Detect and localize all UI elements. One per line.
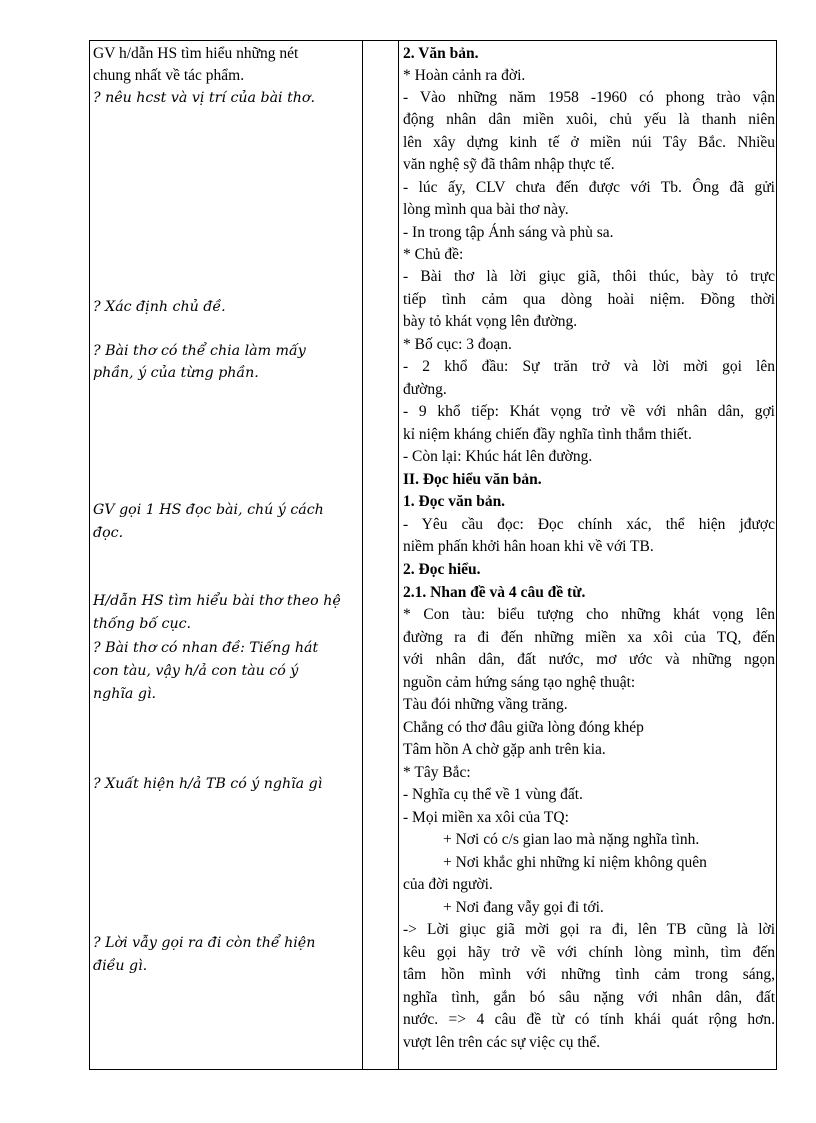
content-line: văn nghệ sỹ đã thâm nhập thực tế. (403, 156, 615, 173)
content-line: + Nơi khắc ghi những kỉ niệm không quên (443, 854, 707, 871)
content-line: + Nơi có c/s gian lao mà nặng nghĩa tình. (443, 831, 700, 848)
left-line: ? Lời vẫy gọi ra đi còn thể hiện (93, 935, 316, 951)
content-line: * Con tàu: biểu tượng cho những khát vọng lên (403, 606, 775, 623)
content-line: lòng mình qua bài thơ này. (403, 201, 569, 218)
left-line: điều gì. (93, 958, 148, 974)
content-line: kỉ niệm kháng chiến đầy nghĩa tình thắm thiết. (403, 426, 692, 443)
left-line: GV h/dẫn HS tìm hiểu những nét (93, 45, 299, 62)
left-line: đọc. (93, 525, 124, 541)
content-line: -> Lời giục giã mời gọi ra đi, lên TB cũng là lời (403, 921, 775, 938)
content-line: + Nơi đang vẫy gọi đi tới. (443, 899, 604, 916)
section-heading: 2. Đọc hiểu. (403, 561, 481, 578)
content-line: với nhân dân, đất nước, mơ ước và những ngọn (403, 651, 775, 668)
section-heading: II. Đọc hiểu văn bản. (403, 471, 542, 488)
content-line: * Bố cục: 3 đoạn. (403, 336, 512, 353)
left-line: phần, ý của từng phần. (93, 365, 259, 381)
content-line: tâm hồn mình với những tình cảm trong sáng, (403, 966, 775, 983)
content-line: niềm phấn khởi hân hoan khi về với TB. (403, 538, 654, 555)
left-line: thống bố cục. (93, 616, 192, 632)
content-line: tiếp tình cảm qua dòng hoài niệm. Đồng thời (403, 291, 775, 308)
content-line: vượt lên trên các sự việc cụ thể. (403, 1034, 601, 1051)
left-line: ? Bài thơ có nhan đề: Tiếng hát (93, 640, 319, 656)
poem-line: Tàu đói những vầng trăng. (403, 696, 568, 713)
section-heading: 2.1. Nhan đề và 4 câu đề từ. (403, 584, 586, 601)
content-line: - Còn lại: Khúc hát lên đường. (403, 448, 593, 465)
content-line: * Tây Bắc: (403, 764, 471, 781)
content-line: nước. => 4 câu đề từ có tính khái quát rộng hơn. (403, 1011, 775, 1028)
poem-line: Chẳng có thơ đâu giữa lòng đóng khép (403, 719, 644, 736)
content-line: - Vào những năm 1958 -1960 có phong trào vận (403, 89, 775, 106)
content-line: của đời người. (403, 876, 493, 893)
content-line: * Chủ đề: (403, 246, 464, 263)
content-line: đường. (403, 381, 447, 398)
content-line: động nhân dân miền xuôi, chủ yếu là thanh niên (403, 111, 775, 128)
left-line: ? Bài thơ có thể chia làm mấy (93, 343, 306, 359)
lesson-table (89, 40, 777, 1070)
left-line: GV gọi 1 HS đọc bài, chú ý cách (93, 502, 324, 518)
column-divider-1 (362, 41, 363, 1069)
content-line: - Yêu cầu đọc: Đọc chính xác, thể hiện jđược (403, 516, 775, 533)
content-line: - lúc ấy, CLV chưa đến được với Tb. Ông đã gửi (403, 179, 775, 196)
content-line: đường ra đi đến những miền xa xôi của TQ, đến (403, 629, 775, 646)
content-line: lên xây dựng kinh tế ở miền núi Tây Bắc. Nhiều (403, 134, 775, 151)
content-line: - 9 khổ tiếp: Khát vọng trở về với nhân dân, gợi (403, 403, 775, 420)
content-line: - Mọi miền xa xôi của TQ: (403, 809, 569, 826)
left-line: con tàu, vậy h/ả con tàu có ý (93, 663, 299, 679)
content-line: kêu gọi hãy trở về với chính lòng mình, tìm đến (403, 944, 775, 961)
left-line: ? Xác định chủ đề. (93, 299, 226, 315)
left-line: nghĩa gì. (93, 686, 156, 702)
left-line: H/dẫn HS tìm hiểu bài thơ theo hệ (93, 593, 341, 609)
content-line: - Nghĩa cụ thể về 1 vùng đất. (403, 786, 583, 803)
left-line: ? Xuất hiện h/ả TB có ý nghĩa gì (93, 776, 323, 792)
content-line: bày tỏ khát vọng lên đường. (403, 313, 578, 330)
poem-line: Tâm hồn A chờ gặp anh trên kia. (403, 741, 606, 758)
content-line: nguồn cảm hứng sáng tạo nghệ thuật: (403, 674, 636, 691)
left-line: ? nêu hcst và vị trí của bài thơ. (93, 90, 315, 106)
column-divider-2 (398, 41, 399, 1069)
content-line: * Hoàn cảnh ra đời. (403, 67, 526, 84)
left-line: chung nhất về tác phẩm. (93, 67, 245, 84)
section-heading: 2. Văn bản. (403, 45, 479, 62)
content-line: - In trong tập Ánh sáng và phù sa. (403, 224, 614, 241)
section-heading: 1. Đọc văn bản. (403, 493, 506, 510)
content-line: nghĩa tình, gắn bó sâu nặng với nhân dân, đất (403, 989, 775, 1006)
content-line: - Bài thơ là lời giục giã, thôi thúc, bày tỏ trực (403, 268, 775, 285)
content-line: - 2 khổ đầu: Sự trăn trở và lời mời gọi lên (403, 358, 775, 375)
